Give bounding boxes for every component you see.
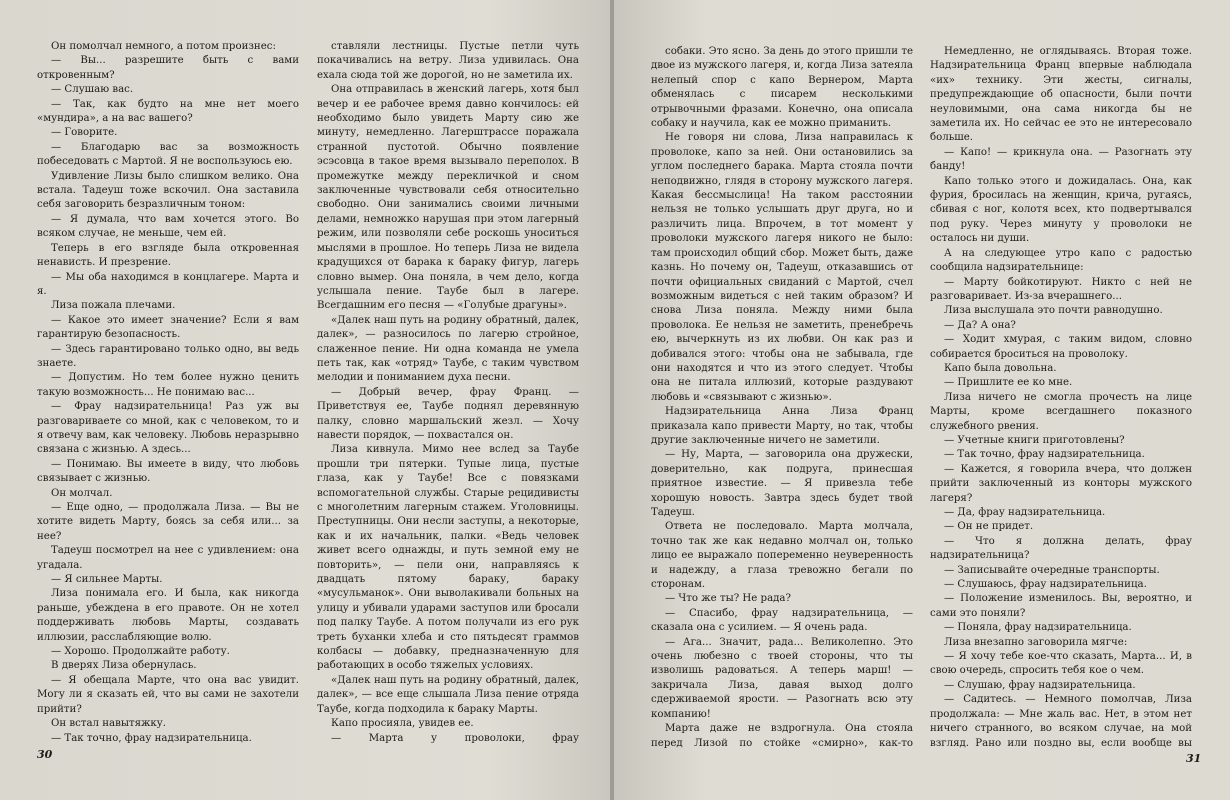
paragraph: — Благодарю вас за возможность побеседовать с Мартой. Я не воспользуюсь ею. <box>37 141 299 168</box>
paragraph: — Записывайте очередные транспорты. <box>944 564 1160 576</box>
paragraph: — Здесь гарантировано только одно, вы ведь знаете. <box>37 343 299 369</box>
paragraph: — Так, как будто на мне нет моего «мундира», а на вас вашего? <box>37 98 299 125</box>
paragraph: В дверях Лиза обернулась. <box>51 660 197 672</box>
paragraph: — Учетные книги приготовлены? <box>944 434 1125 446</box>
paragraph: — Хорошо. Продолжайте работу. <box>51 646 230 658</box>
paragraph: — Допустим. Но тем более нужно ценить такую возможность... Не понимаю вас... <box>37 372 299 398</box>
paragraph: — Еще одно, — продолжала Лиза. — Вы не хотите видеть Марту, боясь за себя или... за нее? <box>37 502 299 542</box>
paragraph: «Далек наш путь на родину обратный, далек, далек», — разносилось по лагерю стройное, слаженное пение. Ни одна команда не умела петь так, как «отряд» Таубе, с таким чувством мелодии и пониманием духа песни. <box>317 314 579 384</box>
paragraph: Он встал навытяжку. <box>51 718 166 730</box>
paragraph: Он молчал. <box>51 487 113 499</box>
paragraph: Капо просияла, увидев ее. <box>331 718 474 730</box>
paragraph: — Так точно, фрау надзирательница. <box>51 732 252 744</box>
paragraph: Лиза внезапно заговорила мягче: <box>944 636 1128 648</box>
paragraph: — Слушаюсь, фрау надзирательница. <box>944 579 1147 591</box>
paragraph: — Я обещала Марте, что она вас увидит. Могу ли я сказать ей, что вы сами не захотели прийти? <box>37 674 299 715</box>
paragraph: ставляли лестницы. Пустые петли чуть покачивались на ветру. Лиза удивилась. Она ехала сюда той же дорогой, но не заметила их. <box>317 41 579 81</box>
paragraph: Не говоря ни слова, Лиза направилась к проволоке, капо за ней. Они остановились за углом последнего барака. Марта стояла почти неподвижно, глядя в сторону мужского лагеря. Какая бессмыслица! На таком расстоянии нельзя не только услышать друг друга, но и различить лица. Впрочем, в тот момент у проволоки мужского лагеря никого не было: там происходил общий сбор. Может быть, даже казнь. Но почему он, Тадеуш, отказавшись от почти официальных свиданий с Мартой, счел возможным видеться с ней таким образом? И снова Лиза поняла. Между ними была проволока. Ее нельзя не заметить, пренебречь ею, вычеркнуть из их любви. Он как раз и добивался этого: чтобы она не забывала, где они находятся и что из этого следует. Чтобы она не питала иллюзий, которые раздувают любовь и «связывают с жизнью». <box>651 132 913 403</box>
text-column-1 <box>37 40 299 745</box>
paragraph: — Какое это имеет значение? Если я вам гарантирую безопасность. <box>37 314 299 341</box>
paragraph: «Далек наш путь на родину обратный, далек, далек», — все еще слышала Лиза пение отряда Таубе, когда подходила к бараку Марты. <box>317 674 579 715</box>
paragraph: — Я думала, что вам хочется этого. Во всяком случае, не меньше, чем ей. <box>37 213 299 240</box>
paragraph: Капо была довольна. <box>944 362 1057 374</box>
page-number-left: 30 <box>37 748 53 761</box>
paragraph: — Фрау надзирательница! Раз уж вы разговариваете со мной, как с человеком, то и я отвечу вам, как человеку. Любовь неразрывно связана с жизнью. А здесь... <box>37 401 299 456</box>
paragraph: — Да, фрау надзирательница. <box>944 507 1106 518</box>
paragraph: — Так точно, фрау надзирательница. <box>944 449 1145 461</box>
text-column-4 <box>930 45 1192 750</box>
text-column-2 <box>317 40 579 745</box>
paragraph: — Ага... Значит, рада... Великолепно. Это очень любезно с твоей стороны, что ты изволишь радоваться. А теперь марш! — закричала Лиза, давая выход долго сдерживаемой ярости. — Разогнать всю эту компанию! <box>651 636 913 720</box>
paragraph: — Садитесь. — Немного помолчав, Лиза продолжала: — Мне жаль вас. Нет, в этом нет ничего странного, во всяком случае, на мой взгляд. Рано или поздно вы, если вообще вы <box>930 694 1192 749</box>
paragraph: — Вы... разрешите быть с вами откровенным? <box>37 55 299 81</box>
paragraph: — Он не придет. <box>944 521 1034 533</box>
paragraph: Лиза выслушала это почти равнодушно. <box>944 305 1163 317</box>
paragraph: — Спасибо, фрау надзирательница, — сказала она с усилием. — Я очень рада. <box>651 607 913 634</box>
page-number-right: 31 <box>1186 752 1202 765</box>
right-page <box>614 0 1230 800</box>
paragraph: — Я хочу тебе кое-что сказать, Марта... И, в свою очередь, спросить тебя кое о чем. <box>930 651 1192 677</box>
paragraph: — Поняла, фрау надзирательница. <box>944 622 1132 634</box>
paragraph: Лиза кивнула. Мимо нее вслед за Таубе прошли три пятерки. Тупые лица, пустые глаза, как у Таубе! Все с повязками вспомогательной службы. Старые рецидивисты с многолетним лагерным стажем. Уголовницы. Преступницы. Они несли заступы, а некоторые, как и их начальник, палки. «Ведь человек живет всего однажды, и путь земной ему не повторить», — пели они, направляясь к двадцать пятому бараку, бараку «мусульманок». Они выволакивали больных на улицу и убивали ударами заступов или бросали под палку Таубе. А потом получали из его рук треть буханки хлеба и сто пятьдесят граммов колбасы — добавку, предназначенную для работающих в особо тяжелых условиях. <box>317 444 579 672</box>
paragraph: — Да? А она? <box>944 319 1016 331</box>
paragraph: Лиза пожала плечами. <box>51 300 176 312</box>
paragraph: — Понимаю. Вы имеете в виду, что любовь связывает с жизнью. <box>37 458 299 485</box>
paragraph: Марта даже не вздрогнула. Она стояла перед Лизой по стойке «смирно», как-то <box>651 723 913 749</box>
paragraph: Лиза ничего не смогла прочесть на лице Марты, кроме всегдашнего показного служебного рвения. <box>930 391 1192 432</box>
paragraph: Удивление Лизы было слишком велико. Она встала. Тадеуш тоже вскочил. Она заставила себя заговорить безразличным тоном: <box>37 170 299 211</box>
left-page <box>0 0 612 800</box>
paragraph: Тадеуш посмотрел на нее с удивлением: она угадала. <box>37 545 299 571</box>
paragraph: Лиза понимала его. И была, как никогда раньше, убеждена в его правоте. Он не хотел поддерживать любовь Марты, создавать иллюзии, расслабляющие волю. <box>37 588 299 643</box>
paragraph: — Капо! — крикнула она. — Разогнать эту банду! <box>930 146 1192 173</box>
paragraph: — Я сильнее Марты. <box>51 574 163 586</box>
paragraph: А на следующее утро капо с радостью сообщила надзирательнице: <box>930 247 1192 274</box>
paragraph: Он помолчал немного, а потом произнес: <box>51 41 276 52</box>
paragraph: — Ходит хмурая, с таким видом, словно собирается броситься на проволоку. <box>930 334 1192 360</box>
paragraph: собаки. Это ясно. За день до этого пришли те двое из мужского лагеря, и, когда Лиза затеяла нелепый спор с капо Вернером, Марта обменялась с писарем несколькими отрывочными фразами. Конечно, она описала собаку и научила, как ее можно приманить. <box>651 46 913 130</box>
paragraph: Она отправилась в женский лагерь, хотя был вечер и ее рабочее время давно кончилось: ей необходимо было увидеть Марту сию же минуту, немедленно. Лагерштрассе поражала странной пустотой. Обычно появление эсэсовца в такое время вызывало переполох. В промежутке между перекличкой и сном заключенные чувствовали себя относительно свободно. Они занимались своими личными делами, немножко нарушая при этом лагерный режим, или позволяли себе роскошь уноситься мыслями в прошлое. Но теперь Лиза не видела крадущихся от барака к бараку фигур, лагерь словно вымер. Она поняла, в чем дело, когда услышала пение. Таубе был в лагере. Всегдашним его песня — «Голубые драгуны». <box>317 84 579 312</box>
paragraph: — Говорите. <box>51 127 118 139</box>
paragraph: Надзирательница Анна Лиза Франц приказала капо привести Марту, но так, чтобы другие заключенные ничего не заметили. <box>651 406 913 446</box>
paragraph: — Ну, Марта, — заговорила она дружески, доверительно, как подруга, принесшая приятное известие. — Я привезла тебе хорошую новость. Завтра здесь будет твой Тадеуш. <box>651 449 913 518</box>
paragraph: — Добрый вечер, фрау Франц. — Приветствуя ее, Таубе поднял деревянную палку, словно маршальский жезл. — Хочу навести порядок, — похвастался он. <box>317 386 579 441</box>
paragraph: — Положение изменилось. Вы, вероятно, и сами это поняли? <box>930 593 1192 619</box>
paragraph: Ответа не последовало. Марта молчала, точно так же как недавно молчал он, только лицо ее выражало попеременно неуверенность и надежду, а глаза тревожно бегали по сторонам. <box>651 521 913 591</box>
paragraph: Теперь в его взгляде была откровенная ненависть. И презрение. <box>37 242 299 269</box>
paragraph: — Кажется, я говорила вчера, что должен прийти заключенный из конторы мужского лагеря? <box>930 463 1192 504</box>
paragraph: Немедленно, не оглядываясь. Вторая тоже. Надзирательница Франц впервые наблюдала «их» технику. Эти жесты, сигналы, предупреждающие об опасности, были почти неуловимыми, она сама никогда бы не заметила их. Но сейчас ее это не интересовало больше. <box>930 46 1192 144</box>
paragraph: Капо только этого и дожидалась. Она, как фурия, бросилась на женщин, крича, ругаясь, сбивая с ног, колотя всех, кто подвертывался под руку. Через минуту у проволоки не осталось ни души. <box>930 175 1192 245</box>
paragraph: — Мы оба находимся в концлагере. Марта и я. <box>37 271 299 297</box>
paragraph: — Марту бойкотируют. Никто с ней не разговаривает. Из-за вчерашнего... <box>930 276 1192 302</box>
paragraph: — Что же ты? Не рада? <box>665 593 791 605</box>
paragraph: — Слушаю, фрау надзирательница. <box>944 679 1136 691</box>
paragraph: — Слушаю вас. <box>51 84 134 96</box>
paragraph: — Пришлите ее ко мне. <box>944 377 1073 389</box>
text-column-3 <box>651 45 913 750</box>
paragraph: — Марта у проволоки, фрау <box>331 732 579 744</box>
paragraph: — Что я должна делать, фрау надзирательница? <box>930 535 1192 562</box>
